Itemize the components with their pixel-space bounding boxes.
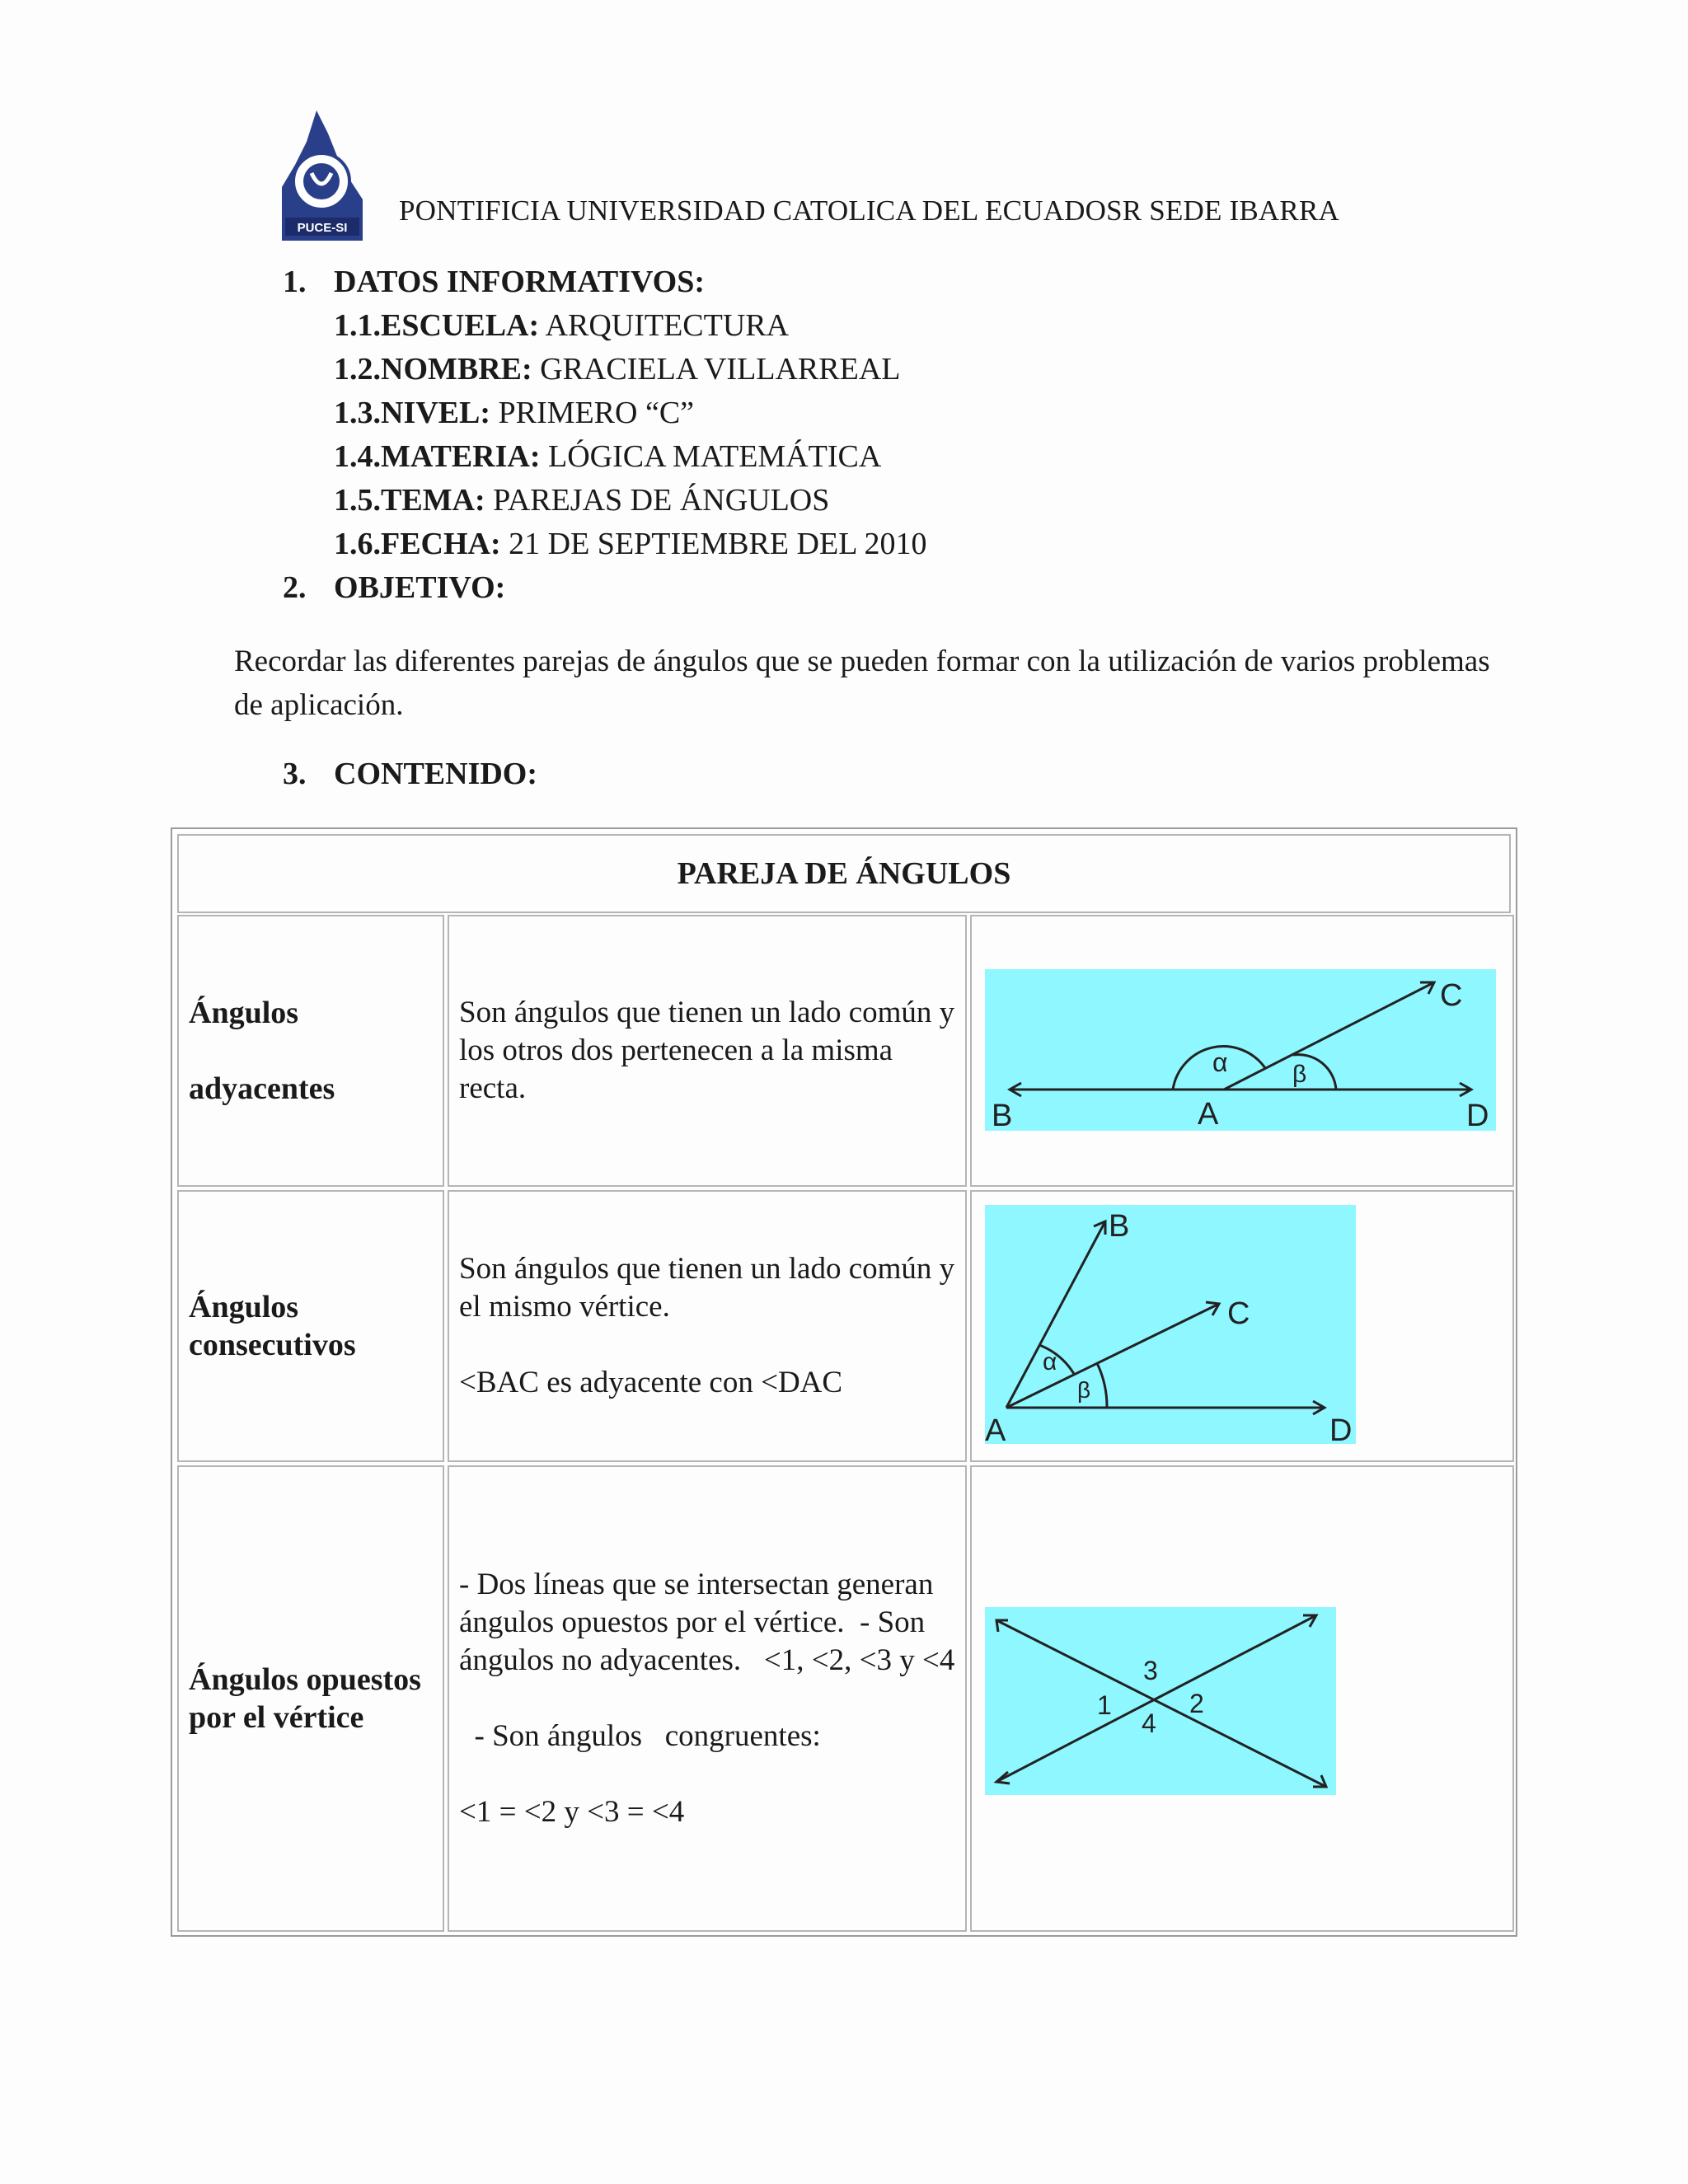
label-beta: β xyxy=(1292,1061,1307,1088)
label-beta: β xyxy=(1077,1377,1091,1403)
university-logo xyxy=(277,109,368,246)
info-key: 1.2.NOMBRE: xyxy=(334,352,532,387)
label-c: C xyxy=(1440,978,1463,1013)
row-diagram-cell-consecutivos xyxy=(970,1190,1514,1462)
label-d: D xyxy=(1466,1099,1489,1131)
row-name-line: Ángulos xyxy=(189,996,299,1030)
adjacent-angles-diagram xyxy=(985,969,1496,1131)
section-number: 3. xyxy=(283,757,307,791)
info-key: 1.6.FECHA: xyxy=(334,527,501,561)
info-value: GRACIELA VILLARREAL xyxy=(532,352,901,387)
row-diagram-cell-opuestos xyxy=(970,1465,1514,1932)
section-number: 2. xyxy=(283,570,307,605)
info-tema xyxy=(334,482,829,518)
label-b: B xyxy=(1109,1209,1130,1244)
row-name-consecutivos xyxy=(177,1190,444,1462)
desc-paragraph: Son ángulos que tienen un lado común y los otros dos pertenecen a la misma recta. xyxy=(459,996,955,1105)
row-name-adyacentes xyxy=(177,915,444,1187)
label-a: A xyxy=(1198,1097,1219,1131)
label-c: C xyxy=(1227,1296,1250,1331)
row-desc-opuestos xyxy=(448,1465,967,1932)
desc-paragraph: <BAC es adyacente con <DAC xyxy=(459,1366,843,1399)
consecutive-angles-diagram xyxy=(985,1205,1356,1444)
desc-paragraph: - Son ángulos congruentes: xyxy=(459,1719,821,1753)
info-value: 21 DE SEPTIEMBRE DEL 2010 xyxy=(500,527,927,561)
info-value: ARQUITECTURA xyxy=(539,308,790,343)
objective-text: Recordar las diferentes parejas de ángulos que se pueden formar con la utilización de varios problemas de aplicación. xyxy=(234,644,1490,722)
section-label: CONTENIDO: xyxy=(334,757,538,791)
section-label: DATOS INFORMATIVOS: xyxy=(334,265,706,299)
info-value: PAREJAS DE ÁNGULOS xyxy=(485,483,830,518)
info-key: 1.1.ESCUELA: xyxy=(334,308,540,343)
info-nivel xyxy=(334,395,694,431)
info-value: PRIMERO “C” xyxy=(490,396,695,430)
desc-paragraph: Son ángulos que tienen un lado común y el mismo vértice. xyxy=(459,1252,955,1324)
row-name-line: por el vértice xyxy=(189,1700,364,1735)
row-diagram-cell-adyacentes xyxy=(970,915,1514,1187)
info-materia xyxy=(334,438,881,475)
label-3: 3 xyxy=(1143,1656,1158,1685)
section-label: OBJETIVO: xyxy=(334,570,506,605)
vertical-angles-diagram xyxy=(985,1607,1336,1795)
row-name-line: Ángulos opuestos xyxy=(189,1662,421,1697)
info-escuela xyxy=(334,307,789,344)
label-a: A xyxy=(985,1413,1006,1444)
logo-text: PUCE-SI xyxy=(297,221,348,235)
label-4: 4 xyxy=(1142,1708,1156,1738)
table-title: PAREJA DE ÁNGULOS xyxy=(177,834,1511,913)
desc-paragraph: - Dos líneas que se intersectan generan ángulos opuestos por el vértice. - Son ángulos no adyacentes. <1, <2, <3 y <4 xyxy=(459,1568,955,1677)
label-b: B xyxy=(992,1099,1013,1131)
row-desc-consecutivos xyxy=(448,1190,967,1462)
section-number: 1. xyxy=(283,265,307,299)
info-key: 1.3.NIVEL: xyxy=(334,396,491,430)
label-alpha: α xyxy=(1043,1348,1057,1376)
angle-pairs-table xyxy=(171,827,1517,1937)
desc-paragraph: <1 = <2 y <3 = <4 xyxy=(459,1795,685,1829)
row-name-line: adyacentes xyxy=(189,1071,335,1106)
row-name-opuestos xyxy=(177,1465,444,1932)
info-key: 1.5.TEMA: xyxy=(334,483,485,518)
info-value: LÓGICA MATEMÁTICA xyxy=(540,439,882,474)
label-2: 2 xyxy=(1189,1689,1204,1718)
info-key: 1.4.MATERIA: xyxy=(334,439,541,474)
header-title: PONTIFICIA UNIVERSIDAD CATOLICA DEL ECUADOSR SEDE IBARRA xyxy=(399,194,1339,227)
row-desc-adyacentes xyxy=(448,915,967,1187)
label-1: 1 xyxy=(1097,1690,1112,1720)
info-fecha xyxy=(334,526,927,562)
row-name-line: Ángulos xyxy=(189,1290,299,1324)
info-nombre xyxy=(334,351,901,387)
row-name-line: consecutivos xyxy=(189,1328,356,1362)
label-d: D xyxy=(1329,1413,1353,1444)
label-alpha: α xyxy=(1212,1047,1228,1077)
